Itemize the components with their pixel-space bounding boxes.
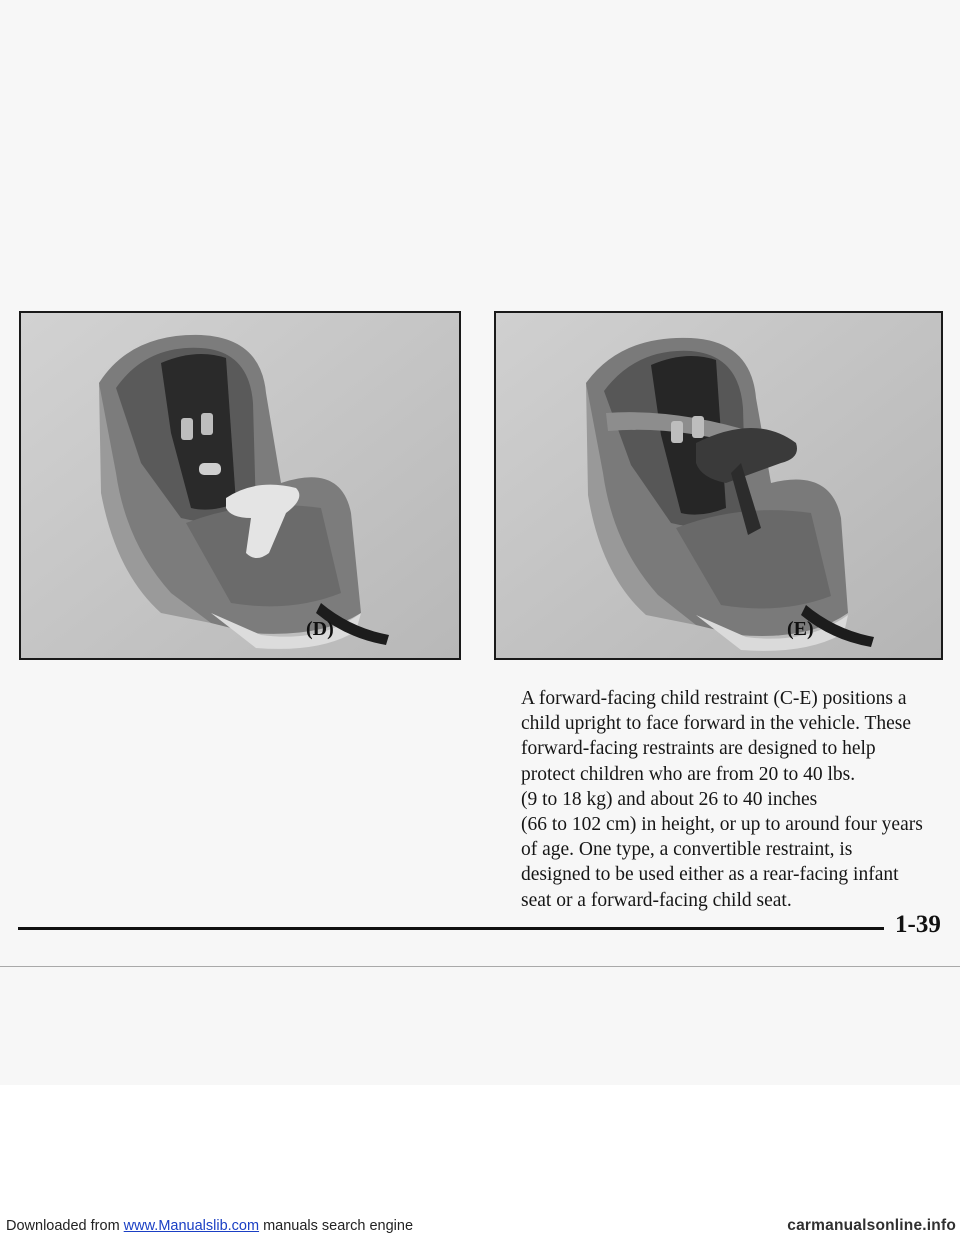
page-divider (18, 927, 884, 930)
body-line: (66 to 102 cm) in height, or up to around four years (521, 814, 923, 836)
body-line: protect children who are from 20 to 40 lbs. (521, 763, 856, 785)
body-line: A forward-facing child restraint (C-E) positions a (521, 688, 907, 709)
body-line: designed to be used either as a rear-facing infant (521, 864, 899, 886)
child-seat-illustration-e (496, 313, 941, 658)
page-number: 1-39 (895, 911, 941, 938)
child-seat-image-e (494, 311, 943, 660)
manualslib-link[interactable]: www.Manualslib.com (123, 1218, 260, 1234)
body-line: (9 to 18 kg) and about 26 to 40 inches (521, 788, 818, 810)
watermark-text: carmanualsonline.info (787, 1217, 956, 1234)
child-seat-image-d (19, 311, 461, 660)
credit-prefix: Downloaded from (6, 1218, 124, 1234)
download-credit (6, 1218, 413, 1234)
child-seat-illustration-d (21, 313, 459, 658)
body-paragraph (521, 686, 946, 913)
credit-suffix: manuals search engine (259, 1218, 414, 1234)
body-line: of age. One type, a convertible restraint, is (521, 839, 853, 861)
body-line: child upright to face forward in the vehicle. These (521, 713, 912, 735)
body-line: forward-facing restraints are designed to help (521, 738, 876, 760)
figure-label-e: (E) (787, 618, 814, 640)
body-line: seat or a forward-facing child seat. (521, 889, 792, 911)
figure-label-d: (D) (306, 618, 334, 640)
scan-edge-line (0, 966, 960, 967)
